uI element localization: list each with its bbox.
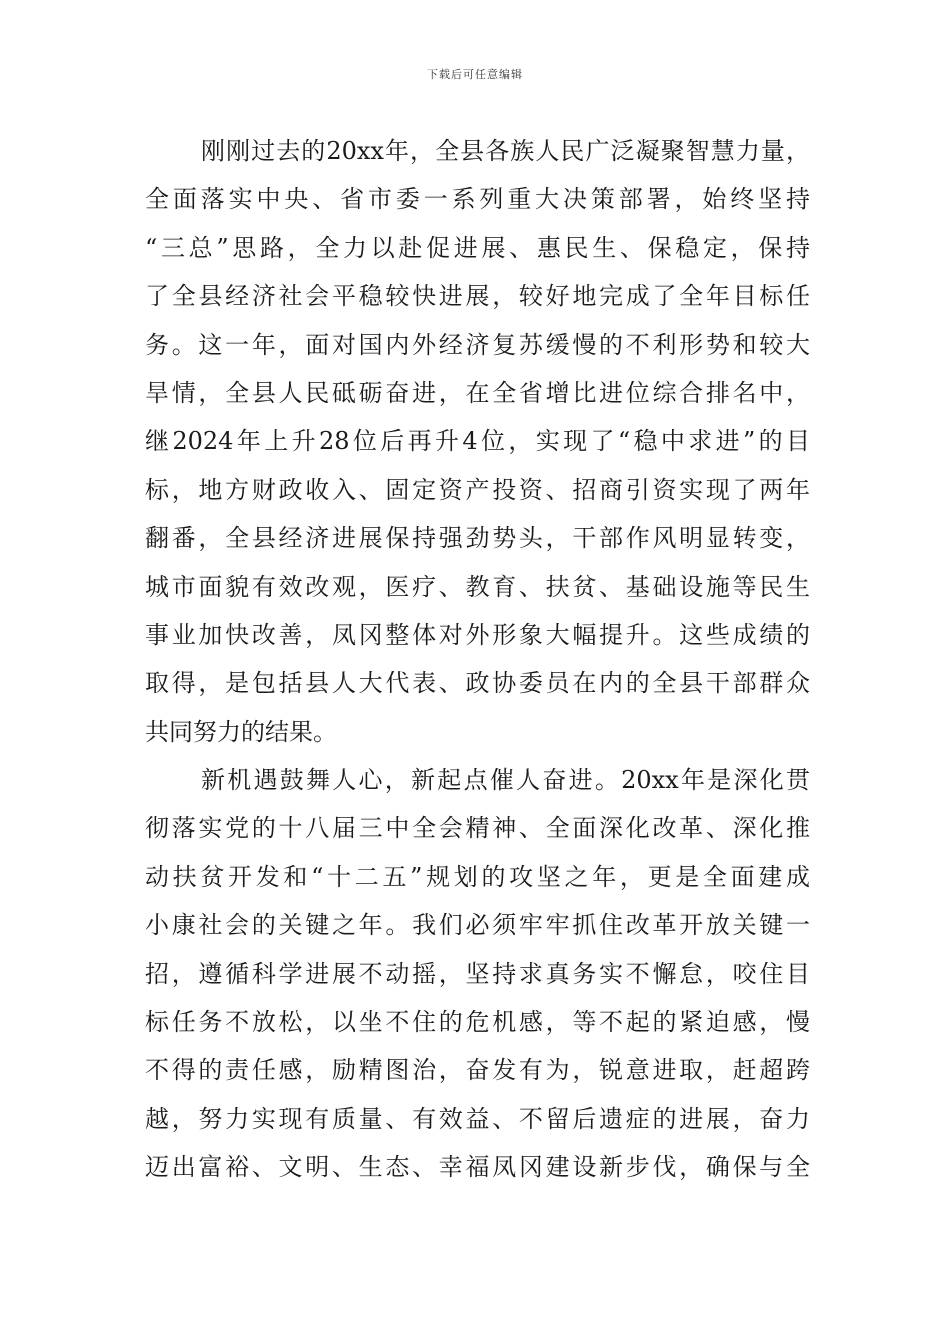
paragraph-2 xyxy=(145,756,810,1192)
text-line: 事业加快改善，凤冈整体对外形象大幅提升。这些成绩的 xyxy=(145,620,810,649)
text-line: 动扶贫开发和“十二五”规划的攻坚之年，更是全面建成 xyxy=(145,862,810,891)
text-line: 继2024年上升28位后再升4位，实现了“稳中求进”的目 xyxy=(145,427,810,456)
text-line: 务。这一年，面对国内外经济复苏缓慢的不利形势和较大 xyxy=(145,330,810,359)
text-line: 共同努力的结果。 xyxy=(145,717,337,746)
text-line: 新机遇鼓舞人心，新起点催人奋进。20xx年是深化贯 xyxy=(201,766,810,795)
text-line: 城市面貌有效改观，医疗、教育、扶贫、基础设施等民生 xyxy=(145,572,810,601)
text-line: “三总”思路，全力以赴促进展、惠民生、保稳定，保持 xyxy=(145,233,810,262)
paragraph-1 xyxy=(145,127,810,756)
text-line: 翻番，全县经济进展保持强劲势头，干部作风明显转变， xyxy=(145,524,810,553)
text-line: 迈出富裕、文明、生态、幸福凤冈建设新步伐，确保与全 xyxy=(145,1153,810,1182)
text-line: 不得的责任感，励精图治，奋发有为，锐意进取，赶超跨 xyxy=(145,1056,810,1085)
text-line: 旱情，全县人民砥砺奋进，在全省增比进位综合排名中， xyxy=(145,378,810,407)
text-line: 标任务不放松，以坐不住的危机感，等不起的紧迫感，慢 xyxy=(145,1008,810,1037)
text-line: 刚刚过去的20xx年，全县各族人民广泛凝聚智慧力量， xyxy=(201,137,810,165)
text-line: 彻落实党的十八届三中全会精神、全面深化改革、深化推 xyxy=(145,814,810,843)
text-line: 越，努力实现有质量、有效益、不留后遗症的进展，奋力 xyxy=(145,1104,810,1133)
text-line: 取得，是包括县人大代表、政协委员在内的全县干部群众 xyxy=(145,669,810,698)
text-line: 小康社会的关键之年。我们必须牢牢抓住改革开放关键一 xyxy=(145,911,810,940)
page-header: 下载后可任意编辑 xyxy=(427,68,523,81)
text-line: 招，遵循科学进展不动摇，坚持求真务实不懈怠，咬住目 xyxy=(145,959,810,988)
text-line: 全面落实中央、省市委一系列重大决策部署，始终坚持 xyxy=(145,185,810,214)
text-line: 了全县经济社会平稳较快进展，较好地完成了全年目标任 xyxy=(145,282,810,311)
text-line: 标，地方财政收入、固定资产投资、招商引资实现了两年 xyxy=(145,475,810,504)
document-body xyxy=(145,127,810,1192)
